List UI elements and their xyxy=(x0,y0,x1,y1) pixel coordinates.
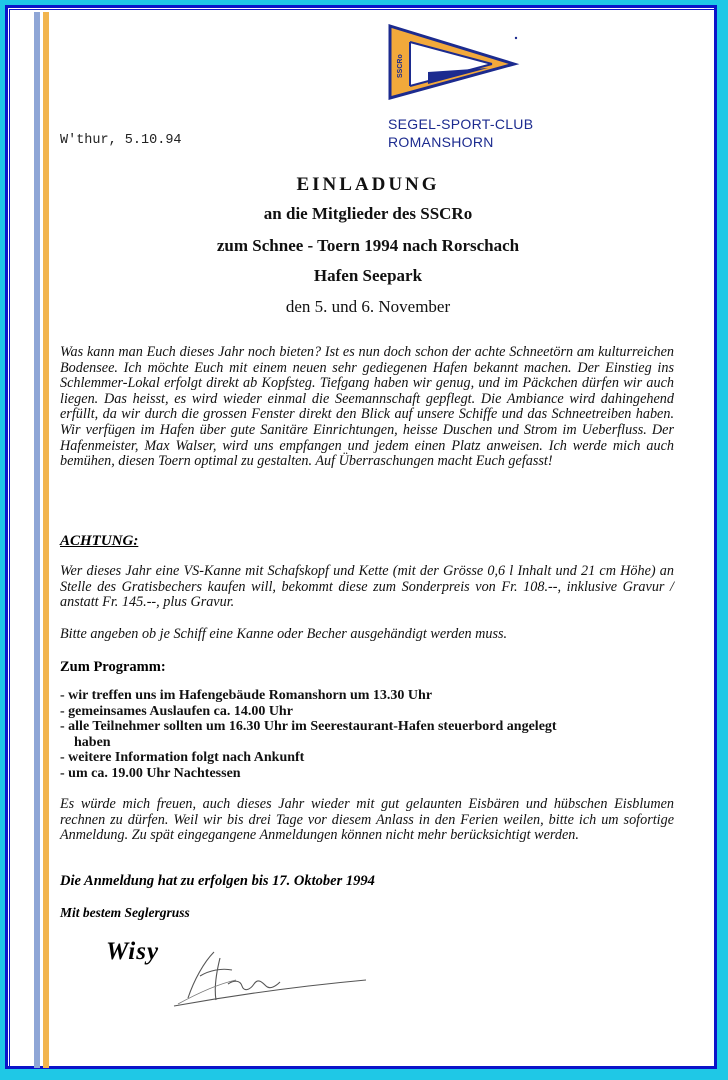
title-einladung: EINLADUNG xyxy=(296,174,440,195)
program-list xyxy=(60,688,680,781)
title-members: an die Mitglieder des SSCRo xyxy=(263,204,473,223)
greeting: Mit bestem Seglergruss xyxy=(60,905,190,920)
registration-deadline: Die Anmeldung hat zu erfolgen bis 17. Oktober 1994 xyxy=(60,873,375,889)
blue-margin-stripe xyxy=(34,12,40,1068)
club-name xyxy=(388,115,533,151)
sscro-pennant-logo xyxy=(388,24,520,100)
program-item: - weitere Information folgt nach Ankunft xyxy=(60,750,305,765)
title-harbour: Hafen Seepark xyxy=(313,266,423,285)
club-name-line1: SEGEL-SPORT-CLUB xyxy=(388,116,534,132)
title-event: zum Schnee - Toern 1994 nach Rorschach xyxy=(216,236,520,255)
signature-name: Wisy xyxy=(106,938,160,965)
title-dates: den 5. und 6. November xyxy=(285,297,451,316)
program-item: - um ca. 19.00 Uhr Nachtessen xyxy=(60,765,241,781)
intro-paragraph: Was kann man Euch dieses Jahr noch bieten? Ist es nun doch schon der achte Schneetörn am kulturreichen Bodensee. Ich möchte Euch mit einem neuen sehr gediegenen Hafen bekannt machen. Der Einstieg ins Schlemmer-Lokal erfolgt direkt ab Kopfsteg. Tiefgang haben wir genug, und im Päckchen dürfen wir auch liegen. Das heisst, es wird wieder einmal die Seemannschaft gepflegt. Die Ambiance wird dahingehend erfüllt, da wir durch die grossen Fenster direkt den Blick auf unsere Schiffe und das Schneetreiben haben. Wir verfügen im Hafen über gute Sanitäre Einrichtungen, heisse Duschen und Strom im Ueberfluss. Der Hafenmeister, Max Walser, wird uns empfangen und jedem einen Platz anweisen. Ich werde mich auch bemühen, diesen Toern optimal zu gestalten. Auf Überraschungen macht Euch gefasst! xyxy=(60,344,674,470)
program-heading: Zum Programm: xyxy=(60,659,166,675)
logo-text: SSCRo xyxy=(397,54,404,78)
offer-paragraph: Wer dieses Jahr eine VS-Kanne mit Schafskopf und Kette (mit der Grösse 0,6 l Inhalt und 21 cm Höhe) an Stelle des Gratisbechers kaufen will, bekommt diese zum Sonderpreis von Fr. 108.--, inklusive Gravur / anstatt Fr. 145.--, plus Gravur. xyxy=(60,563,674,611)
program-item: - wir treffen uns im Hafengebäude Romanshorn um 13.30 Uhr xyxy=(60,688,433,703)
closing-paragraph: Es würde mich freuen, auch dieses Jahr wieder mit gut gelaunten Eisbären und hübschen Eisblumen rechnen zu dürfen. Weil wir bis drei Tage vor diesem Anlass in den Ferien weilen, bitte ich um sofortige Anmeldung. Zu spät eingegangene Anmeldungen können nicht mehr berücksichtigt werden. xyxy=(60,796,674,844)
ask-paragraph: Bitte angeben ob je Schiff eine Kanne oder Becher ausgehändigt werden muss. xyxy=(60,626,508,642)
program-item: - gemeinsames Auslaufen ca. 14.00 Uhr xyxy=(60,703,293,719)
club-name-line2: ROMANSHORN xyxy=(388,134,494,150)
handwritten-signature xyxy=(170,940,370,1010)
achtung-heading: ACHTUNG: xyxy=(60,533,139,549)
orange-margin-stripe xyxy=(43,12,49,1068)
program-item-continuation: haben xyxy=(74,734,111,750)
program-item: - alle Teilnehmer sollten um 16.30 Uhr im Seerestaurant-Hafen steuerbord angelegt xyxy=(60,719,557,734)
place-date: W'thur, 5.10.94 xyxy=(60,133,182,148)
